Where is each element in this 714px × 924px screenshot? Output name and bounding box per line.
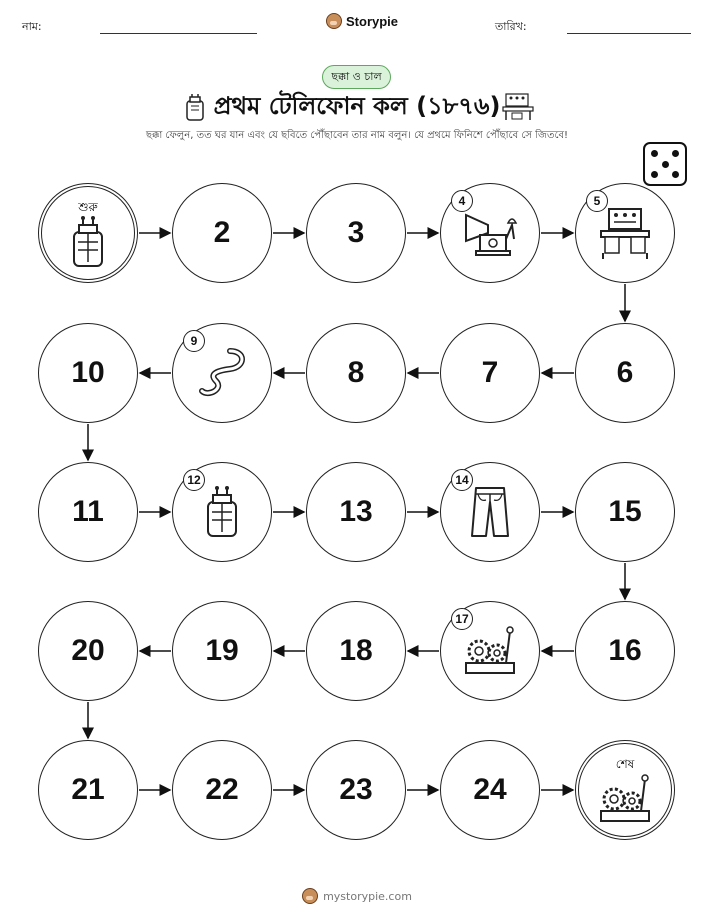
cell-number: 2 <box>213 216 231 249</box>
cell-number-badge: 17 <box>451 608 473 630</box>
finish-label: শেষ <box>615 757 635 771</box>
cell-number-badge: 5 <box>586 190 608 212</box>
board-cell[interactable] <box>575 601 675 701</box>
board-cell[interactable] <box>38 601 138 701</box>
cell-number: 19 <box>205 634 239 667</box>
cell-number-badge: 9 <box>183 330 205 352</box>
cell-number: 24 <box>473 773 507 806</box>
board-cell[interactable] <box>440 323 540 423</box>
game-type-badge: ছক্কা ও চাল <box>322 65 391 89</box>
board-cell[interactable] <box>172 601 272 701</box>
cell-number: 18 <box>339 634 373 667</box>
page-title: প্রথম টেলিফোন কল (১৮৭৬) <box>213 92 501 120</box>
board-cell[interactable] <box>306 601 406 701</box>
cell-number: 21 <box>71 773 105 806</box>
gear-machine-icon <box>462 623 518 679</box>
instructions: ছক্কা ফেলুন, তত ঘর যান এবং যে ছবিতে পৌঁছাবেন তার নাম বলুন। যে প্রথমে ফিনিশে পৌঁছাবে সে জিতবে! <box>145 130 569 141</box>
cell-number-badge: 14 <box>451 469 473 491</box>
board-cell[interactable] <box>38 323 138 423</box>
cell-number: 7 <box>481 356 499 389</box>
board-cell[interactable] <box>172 462 272 562</box>
cell-number-badge: 4 <box>451 190 473 212</box>
board-cell[interactable] <box>172 183 272 283</box>
board-cell[interactable] <box>440 601 540 701</box>
board-cell[interactable] <box>306 323 406 423</box>
board-cell[interactable] <box>440 740 540 840</box>
wire-icon <box>194 345 250 401</box>
footer <box>0 888 714 904</box>
cell-number: 10 <box>71 356 105 389</box>
board-cell[interactable] <box>172 740 272 840</box>
cell-number: 20 <box>71 634 105 667</box>
cell-number: 22 <box>205 773 239 806</box>
board-cell[interactable] <box>575 183 675 283</box>
trousers-icon <box>462 484 518 540</box>
finish-cell[interactable] <box>575 740 675 840</box>
start-cell[interactable] <box>38 183 138 283</box>
brand-name: Storypie <box>346 13 399 29</box>
cell-number: 6 <box>616 356 634 389</box>
gear-machine-icon <box>597 771 653 827</box>
date-label: তারিখ: <box>495 20 527 33</box>
board-cell[interactable] <box>440 183 540 283</box>
board-cell[interactable] <box>575 323 675 423</box>
name-label: নাম: <box>22 20 42 33</box>
cell-number: 15 <box>608 495 642 528</box>
start-label: শুরু <box>78 200 98 214</box>
switchboard-desk-icon <box>597 205 653 261</box>
cell-number: 13 <box>339 495 373 528</box>
battery-jar-icon <box>60 214 116 270</box>
cell-number: 16 <box>608 634 642 667</box>
board-cell[interactable] <box>38 462 138 562</box>
gramophone-icon <box>462 205 518 261</box>
bear-mascot-icon <box>302 888 318 904</box>
board-cell[interactable] <box>172 323 272 423</box>
board-cell[interactable] <box>38 740 138 840</box>
footer-url[interactable]: mystorypie.com <box>323 889 412 903</box>
cell-number-badge: 12 <box>183 469 205 491</box>
board-cell[interactable] <box>440 462 540 562</box>
cell-number: 23 <box>339 773 373 806</box>
cell-number: 3 <box>347 216 365 249</box>
cell-number: 8 <box>347 356 365 389</box>
cell-number: 11 <box>72 495 104 528</box>
board-cell[interactable] <box>306 740 406 840</box>
board-cell[interactable] <box>306 462 406 562</box>
board-cell[interactable] <box>306 183 406 283</box>
battery-jar-icon <box>194 484 250 540</box>
board-cell[interactable] <box>575 462 675 562</box>
